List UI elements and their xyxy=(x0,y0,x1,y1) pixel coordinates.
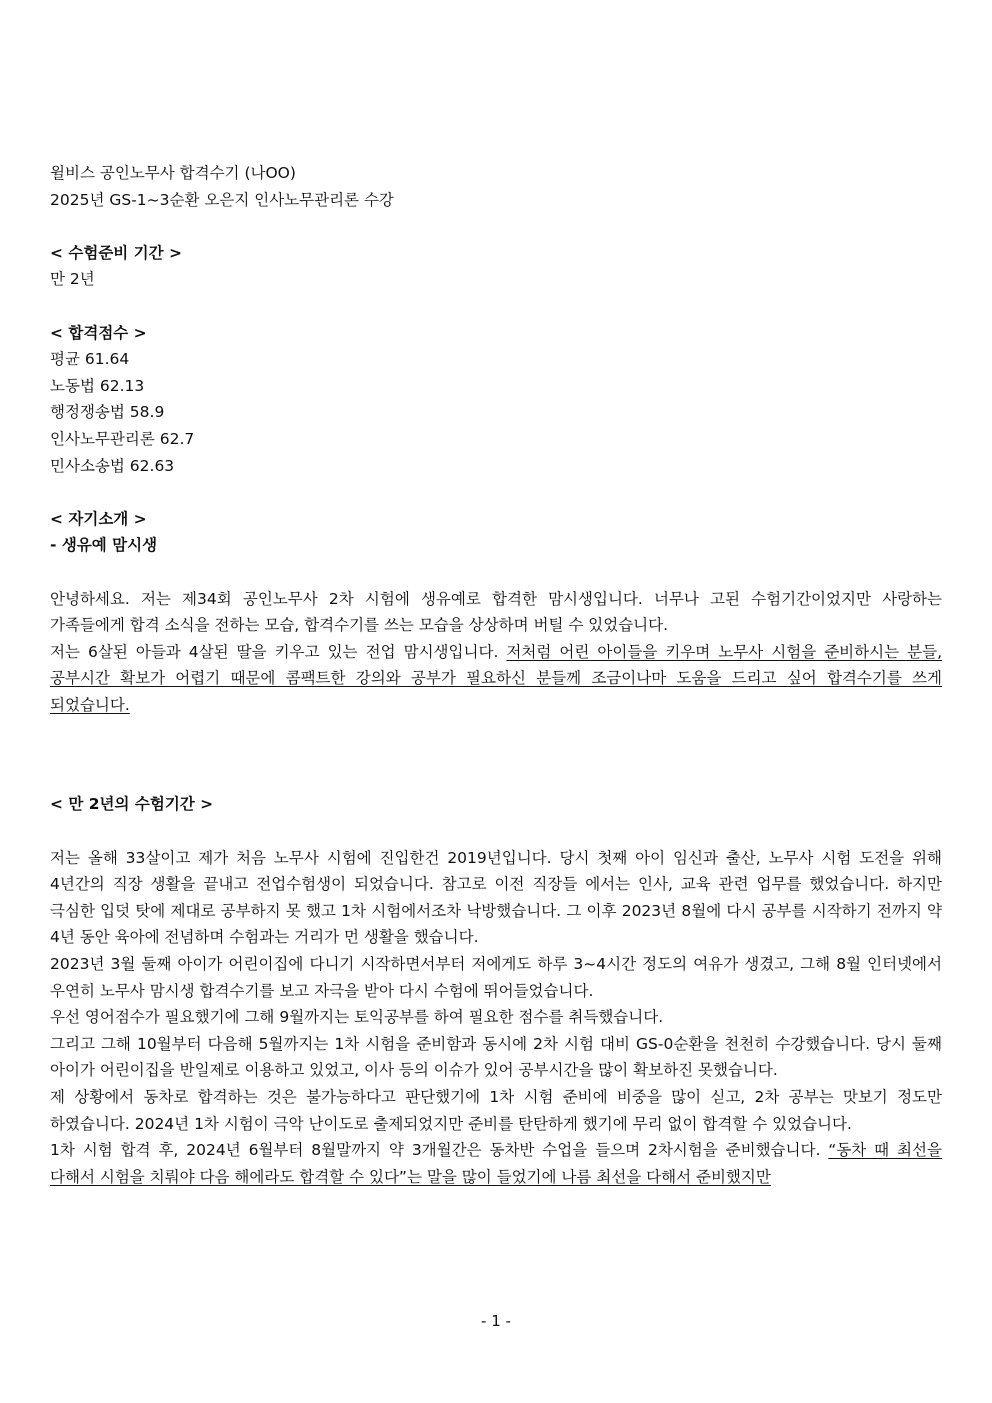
page-number: - 1 - xyxy=(481,1312,511,1330)
period-paragraph-5: 제 상황에서 동차로 합격하는 것은 불가능하다고 판단했기에 1차 시험 준비에 비중을 많이 싣고, 2차 공부는 맛보기 정도만 하였습니다. 2024년 1차 시험이 극악 난이도로 출제되었지만 준비를 탄탄하게 했기에 무리 없이 합격할 수 있었습니다. xyxy=(50,1088,942,1133)
period-paragraph-1: 저는 올해 33살이고 제가 처음 노무사 시험에 진입한건 2019년입니다. 당시 첫째 아이 임신과 출산, 노무사 시험 도전을 위해 4년간의 직장 생활을 끝내고 전업수험생이 되었습니다. 참고로 이전 직장들 에서는 인사, 교육 관련 업무를 했었습니다. 하지만 극심한 입덧 탓에 제대로 공부하지 못 했고 1차 시험에서조차 낙방했습니다. 그 이후 2023년 8월에 다시 공부를 시작하기 전까지 약 4년 동안 육아에 전념하며 수험과는 거리가 먼 생활을 했습니다. xyxy=(50,848,942,947)
period-paragraph-6-text: 1차 시험 합격 후, 2024년 6월부터 8월말까지 약 3개월간은 동차반 수업을 들으며 2차시험을 준비했습니다. xyxy=(50,1141,829,1160)
score-average: 평균 61.64 xyxy=(50,350,130,369)
period-paragraph-2: 2023년 3월 둘째 아이가 어린이집에 다니기 시작하면서부터 저에게도 하루 3~4시간 정도의 여유가 생겼고, 그해 8월 인터넷에서 우연히 노무사 맘시생 합격수기를 보고 자극을 받아 다시 수험에 뛰어들었습니다. xyxy=(50,955,942,1000)
score-administrative-litigation: 행정쟁송법 58.9 xyxy=(50,403,165,422)
score-civil-procedure: 민사소송법 62.63 xyxy=(50,456,175,475)
period-paragraph-4: 그리고 그해 10월부터 다음해 5월까지는 1차 시험을 준비함과 동시에 2차 시험 대비 GS-0순환을 천천히 수강했습니다. 당시 둘째 아이가 어린이집을 반일제로 이용하고 있었고, 이사 등의 이슈가 있어 공부시간을 많이 확보하진 못했습니다. xyxy=(50,1034,942,1080)
intro-heading: < 자기소개 > xyxy=(50,509,147,528)
document-page xyxy=(50,160,942,1190)
document-title: 윌비스 공인노무사 합격수기 (나OO) xyxy=(50,164,296,182)
intro-paragraph-2-text: 저는 6살된 아들과 4살된 딸을 키우고 있는 전업 맘시생입니다. xyxy=(50,642,507,661)
score-hr-management: 인사노무관리론 62.7 xyxy=(50,429,195,448)
prep-period-value: 만 2년 xyxy=(50,270,95,289)
period-paragraph-3: 우선 영어점수가 필요했기에 그해 9월까지는 토익공부를 하여 필요한 점수를 취득했습니다. xyxy=(50,1008,664,1027)
period-paragraph-6 xyxy=(50,1137,942,1190)
course-info: 2025년 GS-1~3순환 오은지 인사노무관리론 수강 xyxy=(50,190,394,209)
intro-subheading: - 생유예 맘시생 xyxy=(50,536,158,555)
score-labor-law: 노동법 62.13 xyxy=(50,376,145,395)
period-paragraph-6-underlined: “동차 때 최선을 다해서 시험을 치뤄야 다음 해에라도 합격할 수 있다”는 말을 많이 들었기에 나름 최선을 다해서 준비했지만 xyxy=(50,1141,942,1186)
intro-paragraph-2 xyxy=(50,639,942,719)
intro-paragraph-2-underlined: 저처럼 어린 아이들을 키우며 노무사 시험을 준비하시는 분들, 공부시간 확보가 어렵기 때문에 콤팩트한 강의와 공부가 필요하신 분들께 조금이나마 도움을 드리고 싶어 합격수기를 쓰게 되었습니다. xyxy=(50,642,942,714)
intro-paragraph-1: 안녕하세요. 저는 제34회 공인노무사 2차 시험에 생유예로 합격한 맘시생입니다. 너무나 고된 수험기간이었지만 사랑하는 가족들에게 합격 소식을 전하는 모습, 합격수기를 쓰는 모습을 상상하며 버틸 수 있었습니다. xyxy=(50,589,942,635)
prep-period-heading: < 수험준비 기간 > xyxy=(50,243,183,262)
scores-heading: < 합격점수 > xyxy=(50,323,147,342)
period-section-heading: < 만 2년의 수험기간 > xyxy=(50,795,214,814)
